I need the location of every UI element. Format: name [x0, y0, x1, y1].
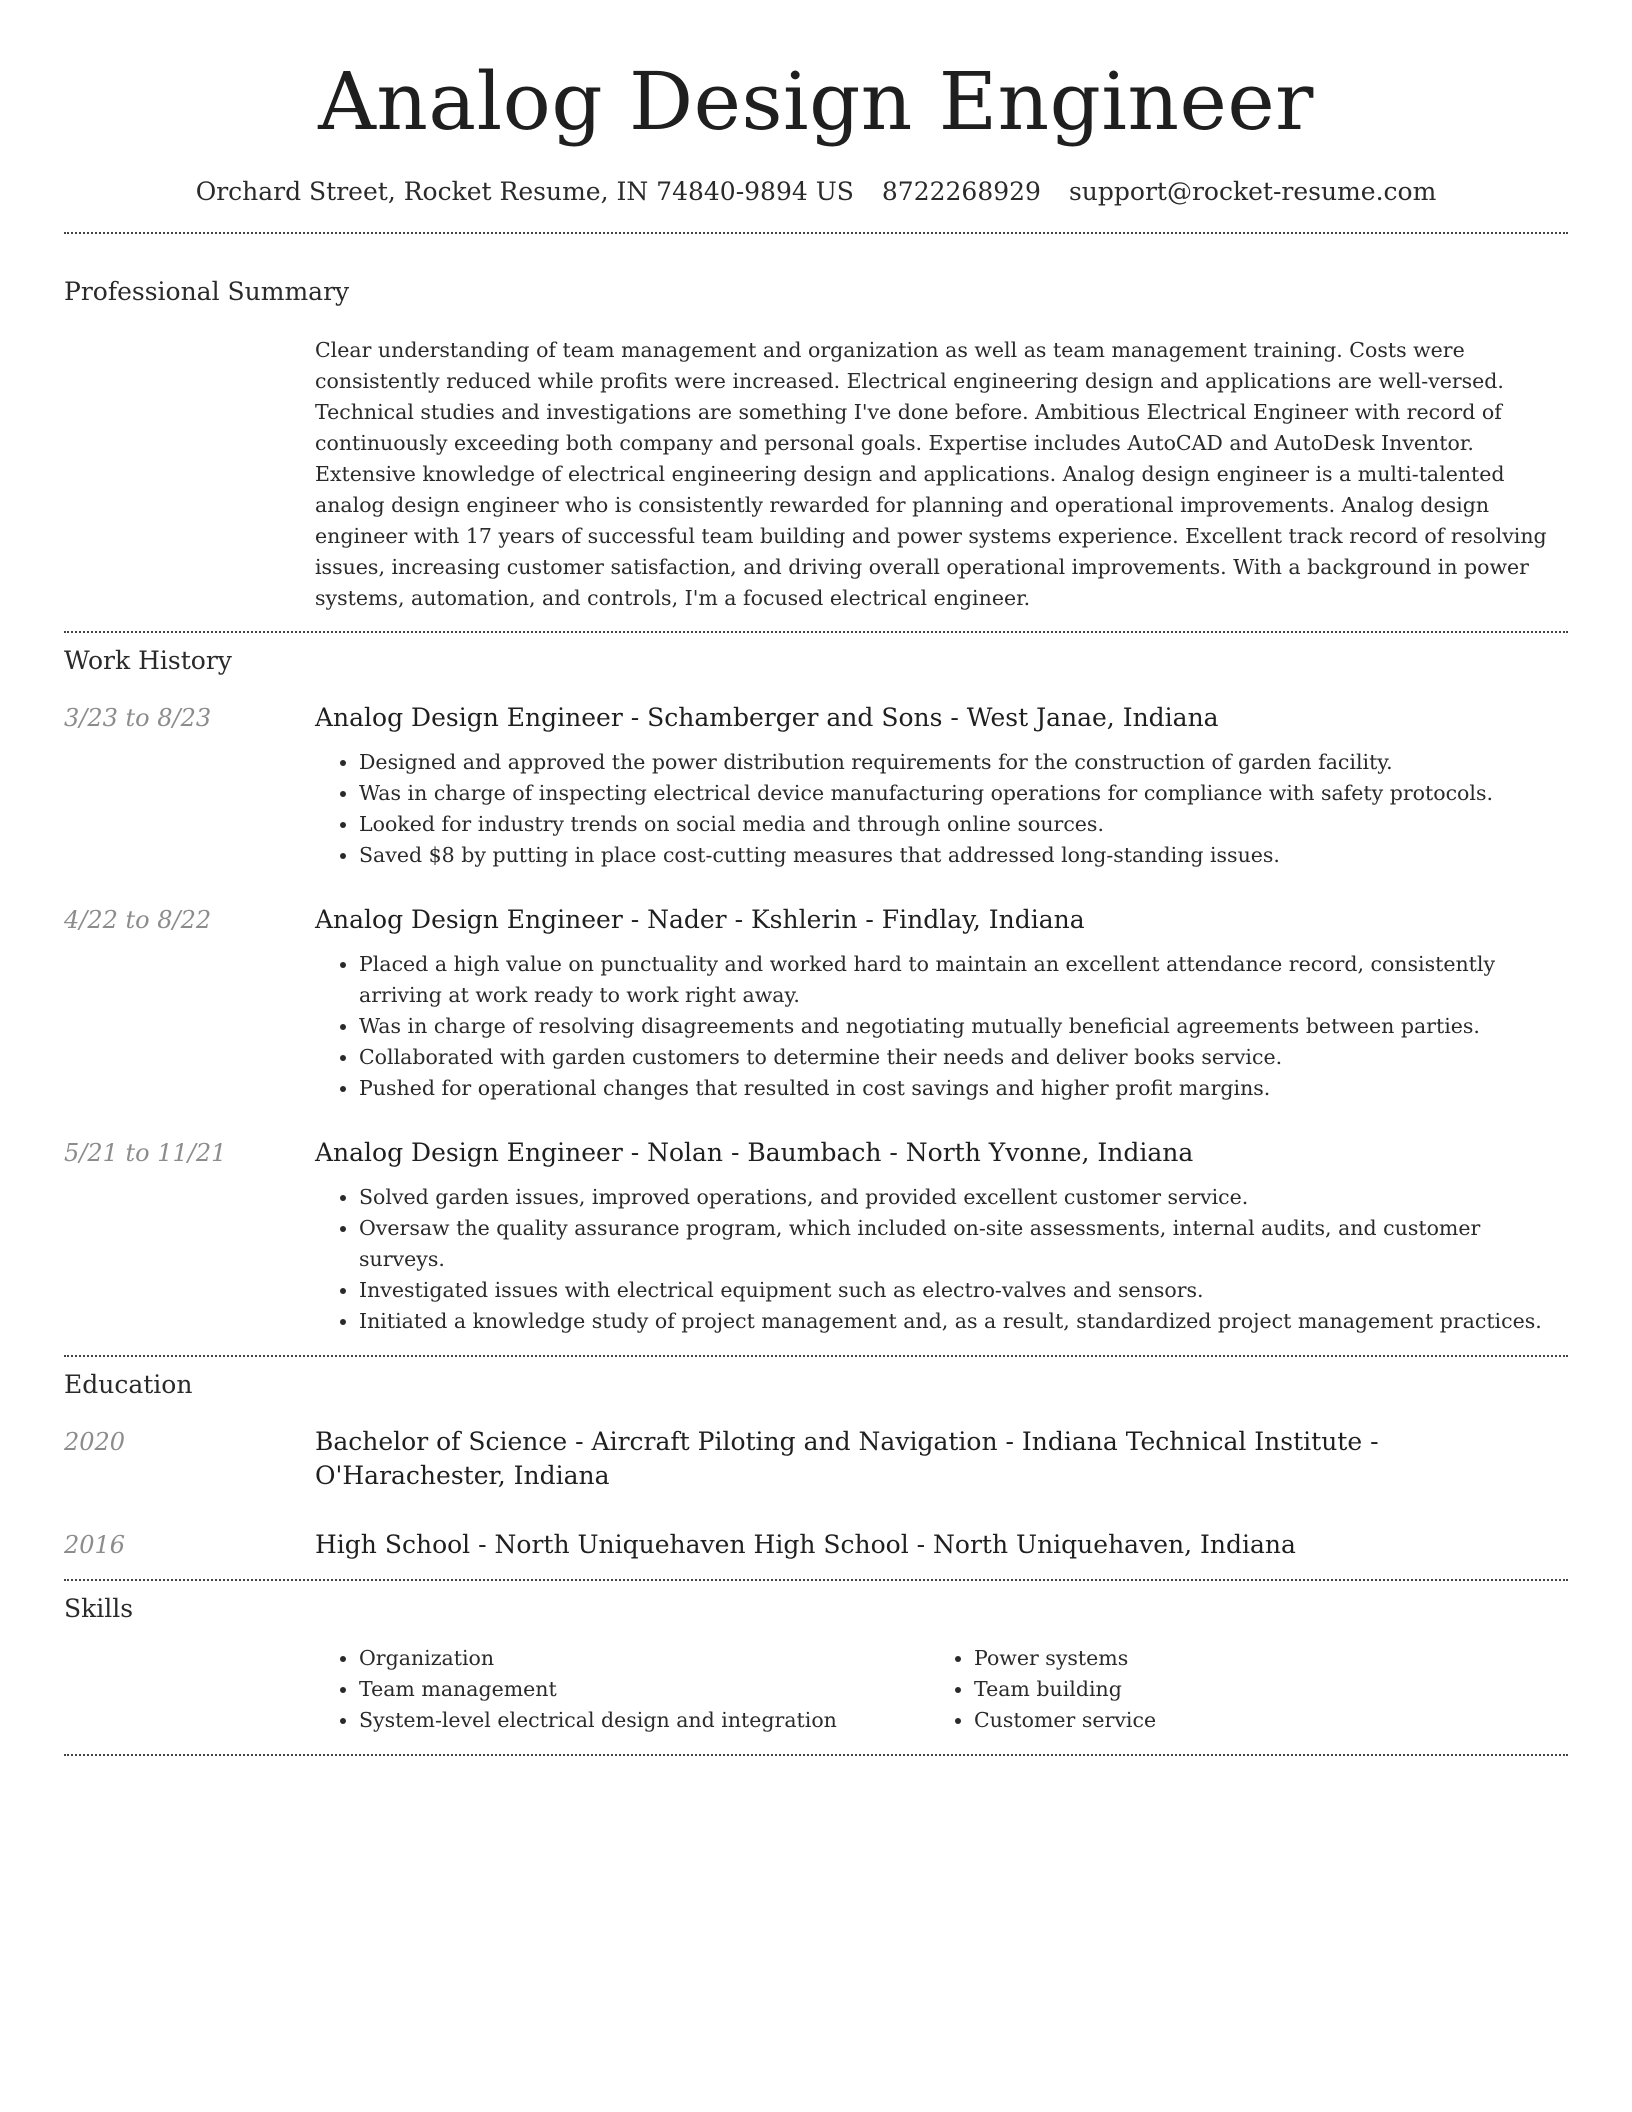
job-entry — [64, 701, 1568, 871]
section-title-summary: Professional Summary — [64, 277, 350, 306]
job-entry — [64, 903, 1568, 1104]
divider — [64, 232, 1568, 234]
job-heading: Analog Design Engineer - Nader - Kshlerin - Findlay, Indiana — [315, 905, 1085, 934]
job-bullets — [315, 949, 1568, 1104]
education-year: 2016 — [64, 1531, 126, 1559]
job-bullets — [315, 1182, 1568, 1337]
skill-item: • System-level electrical design and integration — [359, 1705, 930, 1736]
job-dates: 5/21 to 11/21 — [64, 1139, 227, 1167]
job-bullet: • Saved $8 by putting in place cost-cutting measures that addressed long-standing issues. — [359, 840, 1568, 871]
job-bullet: • Investigated issues with electrical equipment such as electro-valves and sensors. — [359, 1275, 1568, 1306]
section-title-work: Work History — [64, 646, 232, 675]
job-dates: 3/23 to 8/23 — [64, 704, 212, 732]
job-heading: Analog Design Engineer - Schamberger and Sons - West Janae, Indiana — [315, 703, 1219, 732]
divider — [64, 1579, 1568, 1581]
education-heading: High School - North Uniquehaven High School - North Uniquehaven, Indiana — [315, 1530, 1296, 1559]
job-bullet: • Initiated a knowledge study of project management and, as a result, standardized project management practices. — [359, 1306, 1568, 1337]
contact-address: Orchard Street, Rocket Resume, IN 74840-9894 US — [195, 177, 854, 206]
job-bullet: • Designed and approved the power distribution requirements for the construction of garden facility. — [359, 747, 1568, 778]
contact-line — [64, 174, 1568, 210]
skills-list-right — [930, 1643, 1545, 1736]
skill-item: • Power systems — [974, 1643, 1545, 1674]
education-entry — [64, 1425, 1568, 1493]
job-bullet: • Collaborated with garden customers to determine their needs and deliver books service. — [359, 1042, 1568, 1073]
job-bullet: • Was in charge of resolving disagreements and negotiating mutually beneficial agreements between parties. — [359, 1011, 1568, 1042]
summary-text: Clear understanding of team management and organization as well as team management training. Costs were consistently reduced while profits were increased. Electrical engineering design and applications are well-versed. Technical studies and investigations are something I've done before. Ambitious Electrical Engineer with record of continuously exceeding both company and personal goals. Expertise includes AutoCAD and AutoDesk Inventor. Extensive knowledge of electrical engineering design and applications. Analog design engineer is a multi-talented analog design engineer who is consistently rewarded for planning and operational improvements. Analog design engineer with 17 years of successful team building and power systems experience. Excellent track record of resolving issues, increasing customer satisfaction, and driving overall operational improvements. With a background in power systems, automation, and controls, I'm a focused electrical engineer. — [315, 338, 1547, 610]
skills-block — [64, 1643, 1568, 1736]
divider — [64, 631, 1568, 633]
resume-name: Analog Design Engineer — [318, 55, 1314, 148]
skill-item: • Customer service — [974, 1705, 1545, 1736]
education-entry — [64, 1528, 1568, 1562]
skills-list-left — [315, 1643, 930, 1736]
job-bullet: • Solved garden issues, improved operations, and provided excellent customer service. — [359, 1182, 1568, 1213]
contact-phone: 8722268929 — [881, 177, 1041, 206]
skill-item: • Organization — [359, 1643, 930, 1674]
job-bullet: • Was in charge of inspecting electrical device manufacturing operations for compliance with safety protocols. — [359, 778, 1568, 809]
education-heading: Bachelor of Science - Aircraft Piloting and Navigation - Indiana Technical Institute - O'Harachester, Indiana — [315, 1427, 1379, 1490]
job-heading: Analog Design Engineer - Nolan - Baumbach - North Yvonne, Indiana — [315, 1138, 1194, 1167]
resume-page — [64, 0, 1568, 1756]
divider — [64, 1754, 1568, 1756]
divider — [64, 1355, 1568, 1357]
contact-email: support@rocket-resume.com — [1068, 177, 1437, 206]
job-bullet: • Pushed for operational changes that resulted in cost savings and higher profit margins. — [359, 1073, 1568, 1104]
job-entry — [64, 1136, 1568, 1337]
job-bullet: • Oversaw the quality assurance program, which included on-site assessments, internal audits, and customer surveys. — [359, 1213, 1568, 1275]
skill-item: • Team building — [974, 1674, 1545, 1705]
skill-item: • Team management — [359, 1674, 930, 1705]
job-bullets — [315, 747, 1568, 871]
job-dates: 4/22 to 8/22 — [64, 906, 212, 934]
education-year: 2020 — [64, 1428, 126, 1456]
section-title-skills: Skills — [64, 1594, 134, 1623]
job-bullet: • Placed a high value on punctuality and worked hard to maintain an excellent attendance record, consistently arriving at work ready to work right away. — [359, 949, 1568, 1011]
job-bullet: • Looked for industry trends on social media and through online sources. — [359, 809, 1568, 840]
section-title-education: Education — [64, 1370, 193, 1399]
